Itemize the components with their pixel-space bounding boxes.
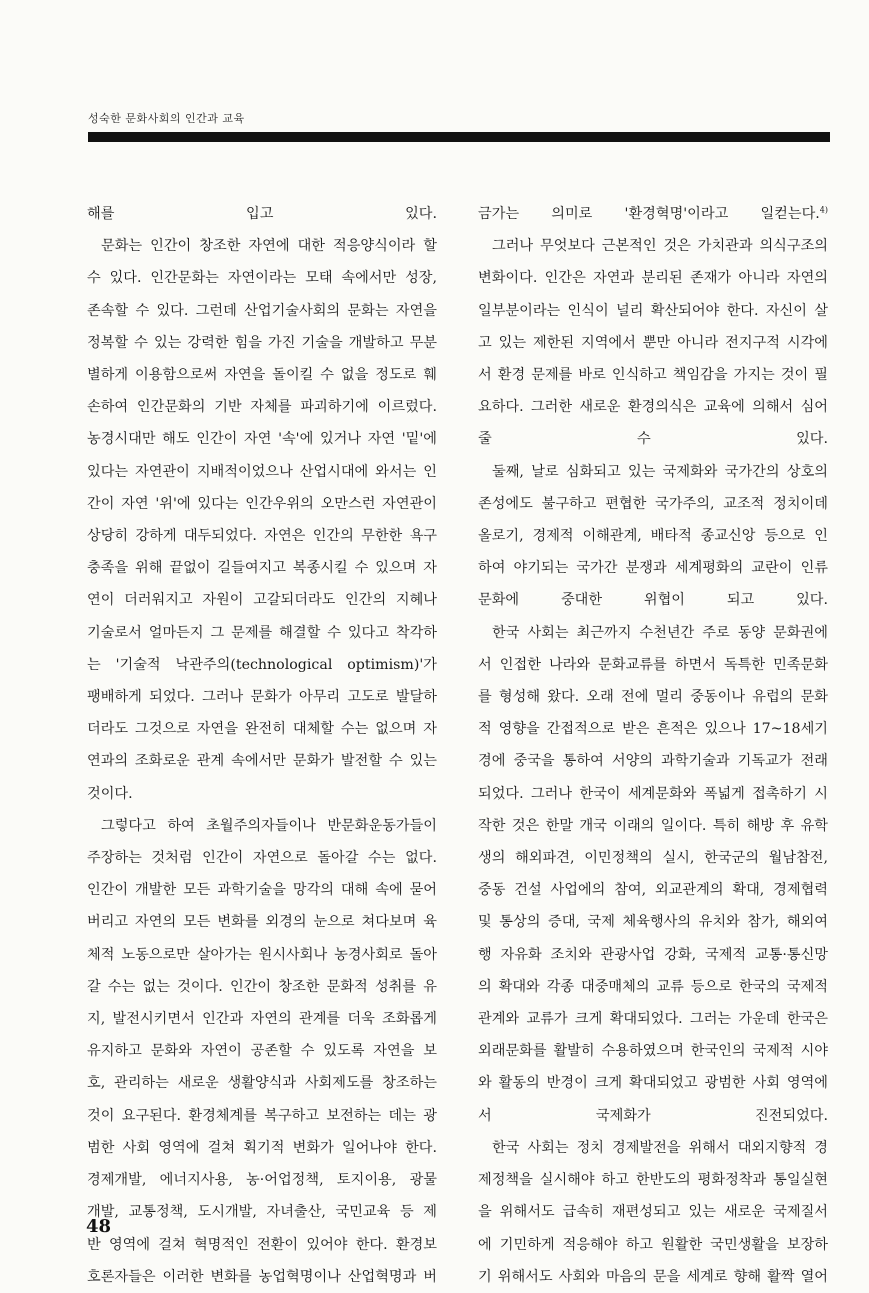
text-line: 범한 사회 영역에 걸쳐 획기적 변화가 일어나야 한다. [87,1139,437,1156]
text-line: 연이 더러워지고 자원이 고갈되더라도 인간의 지혜나 [87,592,437,609]
text-line: 상당히 강하게 대두되었다. 자연은 인간의 무한한 욕구 [87,528,437,545]
text-line: 을 위해서도 급속히 재편성되고 있는 새로운 국제질서 [478,1204,828,1221]
text-line: 존성에도 불구하고 편협한 국가주의, 교조적 정치이데 [478,495,828,512]
text-line: 를 형성해 왔다. 오래 전에 멀리 중동이나 유럽의 문화 [478,689,828,706]
text-line: 기 위해서도 사회와 마음의 문을 세계로 향해 활짝 열어 [478,1268,828,1285]
text-line: 와 활동의 반경이 크게 확대되었고 광범한 사회 영역에 [478,1075,828,1092]
text-line: 및 통상의 증대, 국제 체육행사의 유치와 참가, 해외여 [478,914,828,931]
text-line: 기술로서 얼마든지 그 문제를 해결할 수 있다고 착각하 [87,624,437,641]
text-line: 둘째, 날로 심화되고 있는 국제화와 국가간의 상호의 [492,463,828,480]
text-line: 문화에 중대한 위협이 되고 있다. [478,592,828,609]
right-column-text [478,198,828,1293]
text-line: 있다는 자연관이 지배적이었으나 산업시대에 와서는 인 [87,463,437,480]
text-line: 농경시대만 해도 인간이 자연 '속'에 있거나 자연 '밑'에 [87,431,437,448]
text-line: 작한 것은 한말 개국 이래의 일이다. 특히 해방 후 유학 [478,817,828,834]
text-line: 간이 자연 '위'에 있다는 인간우위의 오만스런 자연관이 [87,495,437,512]
text-line: 줄 수 있다. [478,431,828,448]
text-line: 팽배하게 되었다. 그러나 문화가 아무리 고도로 발달하 [87,689,437,706]
text-line: 행 자유화 조치와 관광사업 강화, 국제적 교통·통신망 [478,946,828,963]
text-line: 호론자들은 이러한 변화를 농업혁명이나 산업혁명과 버 [87,1268,437,1285]
text-line: 경에 중국을 통하여 서양의 과학기술과 기독교가 전래 [478,753,828,770]
text-line: 에 기민하게 적응해야 하고 원활한 국민생활을 보장하 [478,1236,828,1253]
text-line: 별하게 이용함으로써 자연을 돌이킬 수 없을 정도로 훼 [87,367,437,384]
text-line: 경제개발, 에너지사용, 농·어업정책, 토지이용, 광물 [87,1172,437,1189]
text-line: 주장하는 것처럼 인간이 자연으로 돌아갈 수는 없다. [87,850,437,867]
text-line: 것이다. [87,785,133,802]
text-line: 것이 요구된다. 환경체계를 복구하고 보전하는 데는 광 [87,1107,437,1124]
text-line: 문화는 인간이 창조한 자연에 대한 적응양식이라 할 [101,238,437,255]
text-line: 올로기, 경제적 이해관계, 배타적 종교신앙 등으로 인 [478,528,828,545]
running-header: 성숙한 문화사회의 인간과 교육 [88,112,245,125]
text-line: 체적 노동으로만 살아가는 원시사회나 농경사회로 돌아 [87,946,437,963]
footnote-marker: 4) [819,205,828,215]
text-line: 수 있다. 인간문화는 자연이라는 모태 속에서만 성장, [87,270,437,287]
text-line: 연과의 조화로운 관계 속에서만 문화가 발전할 수 있는 [87,753,437,770]
text-line: 인간이 개발한 모든 과학기술을 망각의 대해 속에 묻어 [87,882,437,899]
text-line: 의 확대와 각종 대중매체의 교류 등으로 한국의 국제적 [478,978,828,995]
text-line: 지, 발전시키면서 인간과 자연의 관계를 더욱 조화롭게 [87,1011,437,1028]
text-line: 하여 야기되는 국가간 분쟁과 세계평화의 교란이 인류 [478,560,828,577]
text-line: 버리고 자연의 모든 변화를 외경의 눈으로 쳐다보며 육 [87,914,437,931]
left-column [87,198,437,1293]
text-line: 더라도 그것으로 자연을 완전히 대체할 수는 없으며 자 [87,721,437,738]
text-line: 금가는 의미로 '환경혁명'이라고 일컫는다.$^{4)}$ [478,205,828,222]
page-number: 48 [86,1216,112,1237]
text-line: 호, 관리하는 새로운 생활양식과 사회제도를 창조하는 [87,1075,437,1092]
text-line: 반 영역에 걸쳐 혁명적인 전환이 있어야 한다. 환경보 [87,1236,437,1253]
text-line: 고 있는 제한된 지역에서 뿐만 아니라 전지구적 시각에 [478,334,828,351]
text-line: 는 '기술적 낙관주의(technological optimism)'가 [87,656,437,673]
text-line: 변화이다. 인간은 자연과 분리된 존재가 아니라 자연의 [478,270,828,287]
text-line: 존속할 수 있다. 그런데 산업기술사회의 문화는 자연을 [87,302,437,319]
text-line: 해를 입고 있다. [87,206,437,222]
right-column [478,198,828,1293]
text-line: 그렇다고 하여 초월주의자들이나 반문화운동가들이 [101,817,437,834]
text-line: 서 인접한 나라와 문화교류를 하면서 독특한 민족문화 [478,656,828,673]
text-line: 되었다. 그러나 한국이 세계문화와 폭넓게 접촉하기 시 [478,785,828,802]
text-line: 제정책을 실시해야 하고 한반도의 평화정착과 통일실현 [478,1172,828,1189]
text-line: 서 환경 문제를 바로 인식하고 책임감을 가지는 것이 필 [478,367,828,384]
header-rule [88,132,830,142]
text-line: 서 국제화가 진전되었다. [478,1107,828,1124]
text-line: 요하다. 그러한 새로운 환경의식은 교육에 의해서 심어 [478,399,828,416]
text-line: 외래문화를 활발히 수용하였으며 한국인의 국제적 시야 [478,1043,828,1060]
text-line: 손하여 인간문화의 기반 자체를 파괴하기에 이르렀다. [87,399,437,416]
text-line: 적 영향을 간접적으로 받은 흔적은 있으나 17~18세기 [478,721,828,738]
text-line: 관계와 교류가 크게 확대되었다. 그러는 가운데 한국은 [478,1011,828,1028]
text-line: 일부분이라는 인식이 널리 확산되어야 한다. 자신이 살 [478,302,828,319]
text-line: 충족을 위해 끝없이 길들여지고 복종시킬 수 있으며 자 [87,560,437,577]
text-line: 갈 수는 없는 것이다. 인간이 창조한 문화적 성취를 유 [87,978,437,995]
text-line: 정복할 수 있는 강력한 힘을 가진 기술을 개발하고 무분 [87,334,437,351]
text-line: 유지하고 문화와 자연이 공존할 수 있도록 자연을 보 [87,1043,437,1060]
left-column-text [87,198,437,1293]
text-line: 그러나 무엇보다 근본적인 것은 가치관과 의식구조의 [492,238,828,255]
text-line: 한국 사회는 최근까지 수천년간 주로 동양 문화권에 [492,624,828,641]
text-line: 중동 건설 사업에의 참여, 외교관계의 확대, 경제협력 [478,882,828,899]
text-line: 개발, 교통정책, 도시개발, 자녀출산, 국민교육 등 제 [87,1204,437,1221]
text-line: 한국 사회는 정치 경제발전을 위해서 대외지향적 경 [492,1139,828,1156]
text-line: 생의 해외파견, 이민정책의 실시, 한국군의 월남참전, [478,850,828,867]
